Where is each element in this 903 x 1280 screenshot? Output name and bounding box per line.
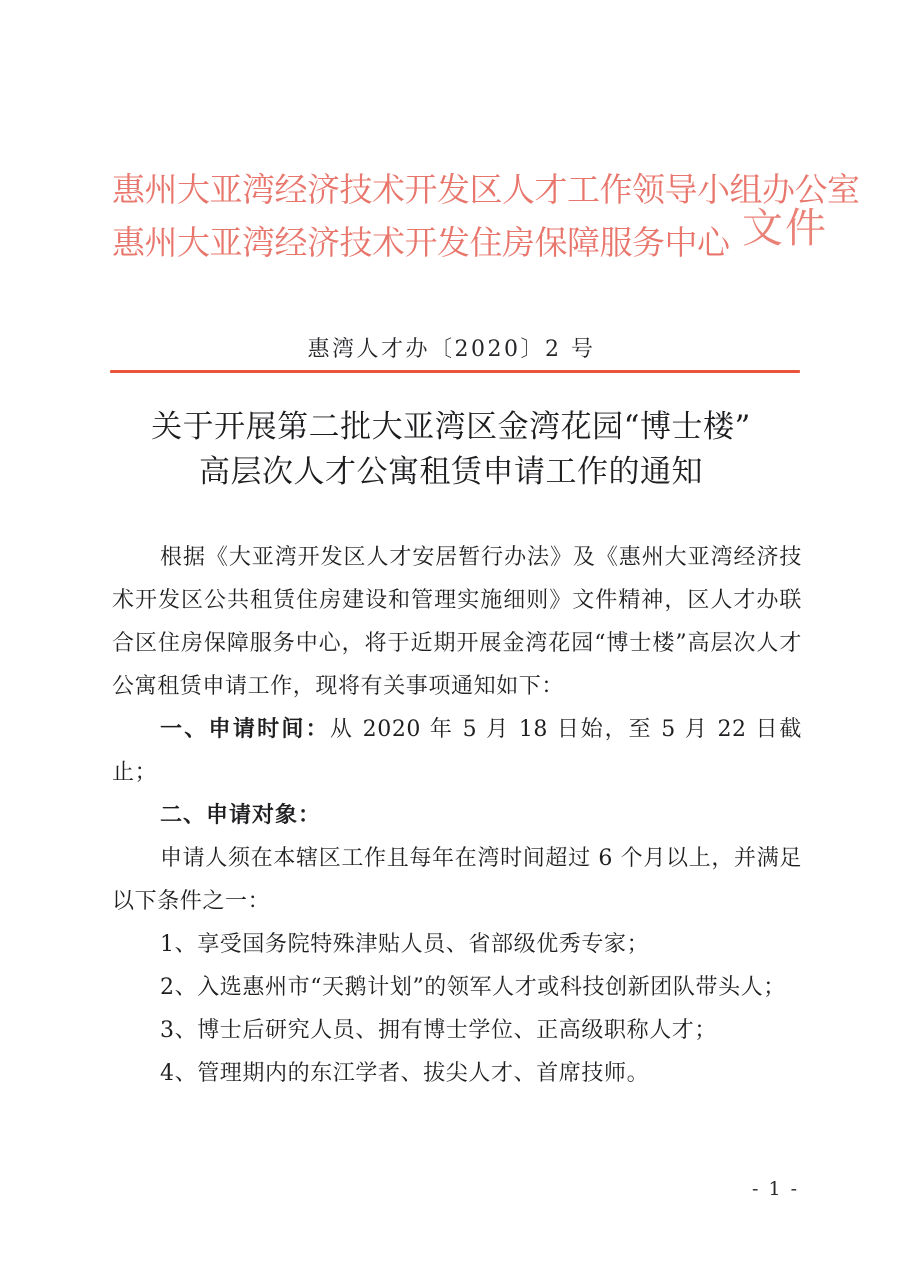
section-1-text: 从 2020 年 5 月 18 日始，至 5 月 22 日截止；	[112, 717, 802, 785]
document-body	[112, 536, 802, 1095]
list-item: 4、管理期内的东江学者、拔尖人才、首席技师。	[160, 1061, 650, 1086]
page-title	[96, 405, 806, 495]
document-number: 惠湾人才办〔2020〕2 号	[307, 337, 596, 362]
list-item: 2、入选惠州市“天鹅计划”的领军人才或科技创新团队带头人；	[160, 975, 786, 1000]
section-1	[112, 708, 802, 794]
letterhead	[0, 163, 903, 293]
page-number-footer: - 1 -	[751, 1178, 799, 1200]
letterhead-document-word: 文件	[742, 204, 828, 252]
letterhead-line-1: 惠州大亚湾经济技术开发区人才工作领导小组办公室	[112, 170, 860, 209]
section-1-heading: 一、申请时间：	[160, 716, 330, 742]
body-paragraph-2: 申请人须在本辖区工作且每年在湾时间超过 6 个月以上，并满足以下条件之一：	[112, 846, 802, 914]
letterhead-line-2: 惠州大亚湾经济技术开发住房保障服务中心	[112, 223, 730, 262]
page-title-line-1: 关于开展第二批大亚湾区金湾花园“博士楼”	[151, 409, 751, 445]
red-separator-rule	[110, 370, 800, 373]
section-2	[112, 794, 802, 837]
list-item: 3、博士后研究人员、拥有博士学位、正高级职称人才；	[160, 1018, 717, 1043]
section-2-heading: 二、申请对象：	[160, 802, 322, 828]
page-title-line-2: 高层次人才公寓租赁申请工作的通知	[199, 454, 703, 490]
list-item: 1、享受国务院特殊津贴人员、省部级优秀专家；	[160, 932, 650, 957]
body-paragraph-1: 根据《大亚湾开发区人才安居暂行办法》及《惠州大亚湾经济技术开发区公共租赁住房建设和管理实施细则》文件精神，区人才办联合区住房保障服务中心，将于近期开展金湾花园“博士楼”高层次人才公寓租赁申请工作，现将有关事项通知如下：	[112, 545, 802, 699]
